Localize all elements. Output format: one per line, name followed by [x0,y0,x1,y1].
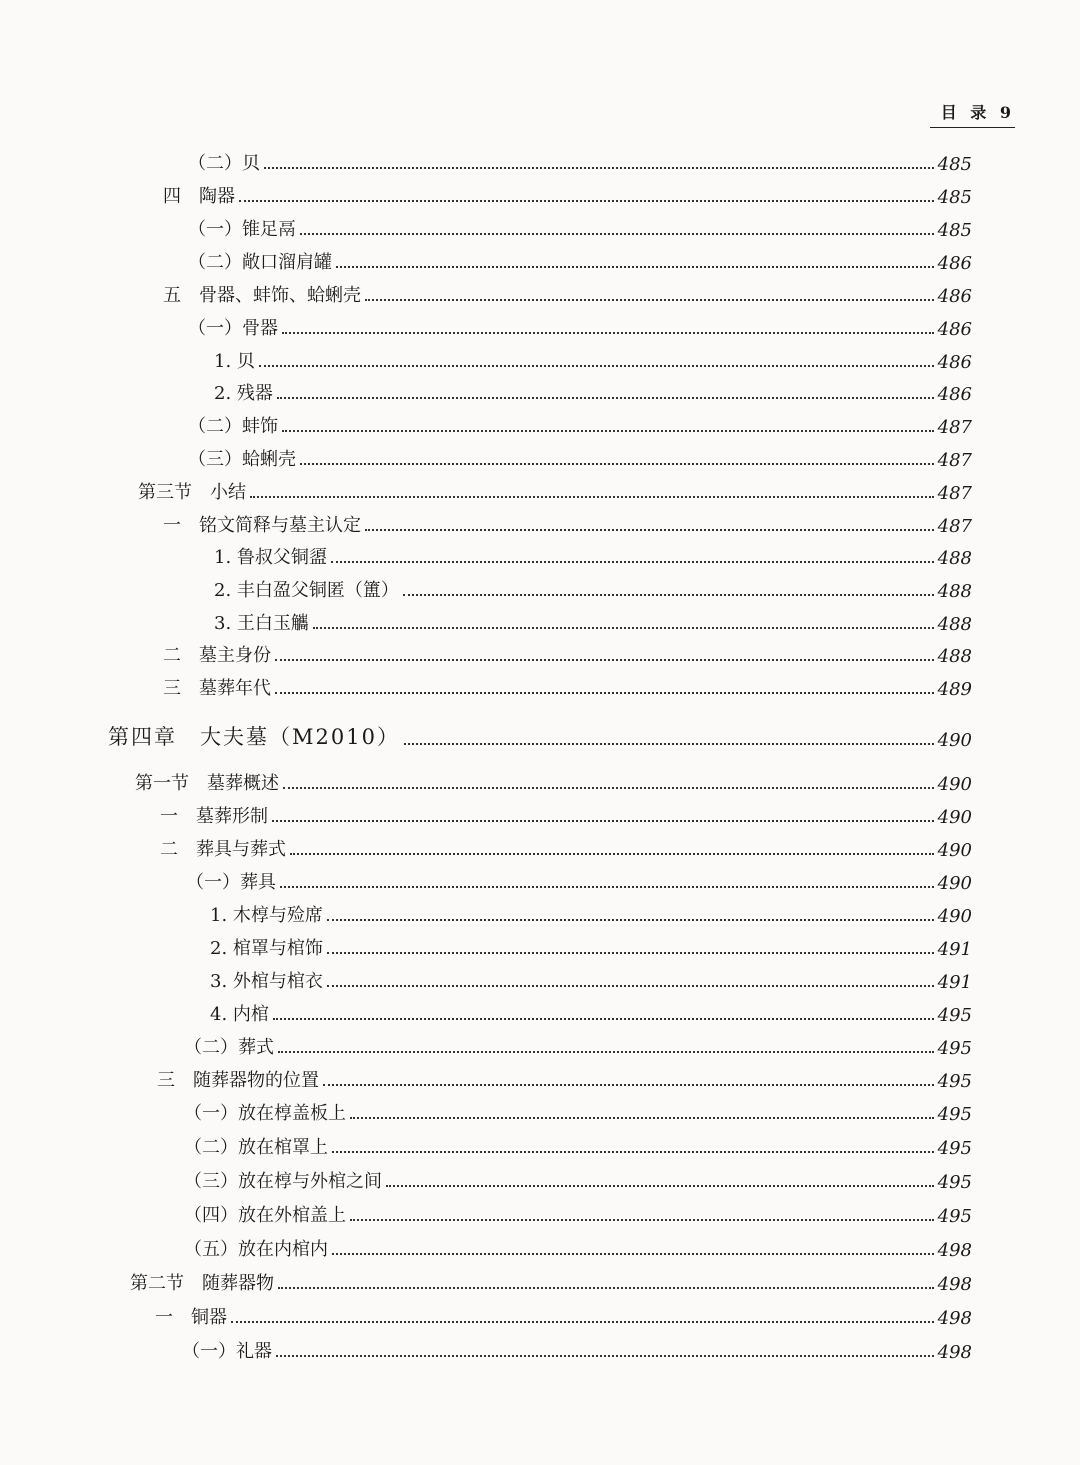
toc-entry[interactable] [188,408,972,438]
toc-entry-label: 2. 棺罩与棺饰 [210,938,323,959]
toc-entry-label: （三）蛤蜊壳 [188,449,296,470]
dot-leader [323,1084,934,1086]
toc-entry[interactable] [184,1029,972,1059]
toc-entry[interactable] [163,277,972,307]
toc-entry-page: 495 [937,1206,972,1227]
dot-leader [272,820,934,822]
running-head: 目 录 9 [930,100,1015,128]
toc-entry-page: 495 [937,1104,972,1125]
toc-entry[interactable] [210,897,972,927]
dot-leader [282,430,934,432]
dot-leader [278,1287,934,1289]
toc-entry-page: 491 [937,939,972,960]
toc-entry-label: （二）葬式 [184,1037,274,1058]
toc-entry-page: 495 [937,1005,972,1026]
toc-entry-page: 498 [937,1274,972,1295]
dot-leader [250,496,934,498]
toc-entry-page: 498 [937,1308,972,1329]
toc-entry[interactable] [184,1129,972,1159]
toc-entry-page: 498 [937,1342,972,1363]
dot-leader [386,1185,934,1187]
toc-entry[interactable] [188,211,972,241]
toc-entry-label: 四 陶器 [163,186,235,207]
dot-leader [278,1051,934,1053]
toc-entry-label: 一 铭文简释与墓主认定 [163,515,361,536]
dot-leader [300,463,934,465]
toc-entry[interactable] [184,1163,972,1193]
toc-entry[interactable] [188,310,972,340]
dot-leader [403,594,934,596]
toc-entry-label: （一）骨器 [188,318,278,339]
toc-entry[interactable] [163,178,972,208]
toc-entry-page: 495 [937,1138,972,1159]
toc-entry-label: 二 墓主身份 [163,645,271,666]
toc-entry-page: 487 [937,450,972,471]
toc-entry-page: 486 [937,286,972,307]
toc-entry-label: 第三节 小结 [138,482,246,503]
dot-leader [365,299,934,301]
toc-entry[interactable] [210,963,972,993]
toc-entry-label: 二 葬具与葬式 [160,839,286,860]
toc-entry-label: 一 铜器 [155,1307,227,1328]
toc-entry-page: 489 [937,679,972,700]
dot-leader [275,659,934,661]
toc-entry-label: （三）放在椁与外棺之间 [184,1171,382,1192]
toc-entry[interactable] [155,1299,972,1329]
toc-entry[interactable] [182,1333,972,1363]
toc-entry-label: （一）锥足鬲 [188,219,296,240]
toc-entry-page: 488 [937,614,972,635]
toc-entry-page: 488 [937,548,972,569]
toc-chapter-entry[interactable] [108,721,972,751]
toc-entry-page: 488 [937,581,972,602]
toc-entry-label: 1. 贝 [214,351,255,372]
toc-entry[interactable] [160,831,972,861]
toc-entry[interactable] [186,864,972,894]
dot-leader [327,985,934,987]
toc-entry-label: （一）放在椁盖板上 [184,1103,346,1124]
dot-leader [273,1018,934,1020]
toc-entry-label: 第二节 随葬器物 [130,1273,274,1294]
dot-leader [290,853,934,855]
toc-entry-page: 490 [937,873,972,894]
toc-entry-page: 490 [937,807,972,828]
dot-leader [282,332,934,334]
toc-entry[interactable] [130,1265,972,1295]
toc-entry-label: （二）贝 [188,153,260,174]
dot-leader [283,787,934,789]
dot-leader [332,1151,934,1153]
toc-entry-label: （四）放在外棺盖上 [184,1205,346,1226]
dot-leader [350,1117,934,1119]
dot-leader [239,200,934,202]
toc-entry-label: 第四章 大夫墓（M2010） [108,725,400,749]
toc-entry-page: 495 [937,1172,972,1193]
toc-entry-label: （一）葬具 [186,872,276,893]
toc-entry[interactable] [210,930,972,960]
toc-entry[interactable] [163,507,972,537]
toc-entry-page: 487 [937,483,972,504]
toc-entry-page: 495 [937,1071,972,1092]
toc-entry-page: 485 [937,220,972,241]
toc-entry-label: 2. 残器 [214,383,273,404]
toc-entry[interactable] [138,474,972,504]
toc-entry-label: 1. 木椁与殓席 [210,905,323,926]
dot-leader [276,1355,934,1357]
dot-leader [365,529,934,531]
toc-entry[interactable] [184,1231,972,1261]
toc-entry-label: 1. 鲁叔父铜盨 [214,547,327,568]
toc-entry-page: 485 [937,187,972,208]
dot-leader [404,743,934,745]
toc-entry-page: 490 [937,840,972,861]
dot-leader [275,692,934,694]
dot-leader [280,886,934,888]
toc-entry[interactable] [188,441,972,471]
toc-entry-page: 490 [937,906,972,927]
toc-entry-label: 三 墓葬年代 [163,678,271,699]
dot-leader [259,365,934,367]
toc-entry-label: （二）放在棺罩上 [184,1137,328,1158]
toc-entry-label: 2. 丰白盈父铜匿（簠） [214,580,399,601]
toc-entry-label: 三 随葬器物的位置 [157,1070,319,1091]
toc-entry[interactable] [214,605,972,635]
toc-entry[interactable] [210,996,972,1026]
toc-entry-page: 488 [937,646,972,667]
toc-entry[interactable] [157,1062,972,1092]
toc-entry[interactable] [135,765,972,795]
toc-entry-page: 486 [937,319,972,340]
toc-entry[interactable] [214,572,972,602]
toc-entry[interactable] [163,670,972,700]
dot-leader [313,627,934,629]
toc-entry-page: 490 [937,730,972,751]
toc-entry-page: 487 [937,516,972,537]
toc-entry[interactable] [163,637,972,667]
dot-leader [277,397,934,399]
dot-leader [332,1253,934,1255]
toc-entry-page: 486 [937,384,972,405]
toc-entry[interactable] [214,375,972,405]
toc-entry-page: 486 [937,253,972,274]
dot-leader [327,952,934,954]
dot-leader [331,561,934,563]
toc-entry-page: 487 [937,417,972,438]
dot-leader [336,266,934,268]
toc-entry[interactable] [188,145,972,175]
toc-entry-page: 498 [937,1240,972,1261]
dot-leader [264,167,934,169]
toc-entry[interactable] [214,539,972,569]
toc-entry-label: 一 墓葬形制 [160,806,268,827]
toc-entry[interactable] [214,343,972,373]
toc-entry[interactable] [160,798,972,828]
toc-entry-page: 491 [937,972,972,993]
toc-entry-label: 3. 王白玉觿 [214,613,309,634]
toc-entry-label: 4. 内棺 [210,1004,269,1025]
dot-leader [300,233,934,235]
toc-entry-page: 486 [937,352,972,373]
toc-entry-label: （二）敞口溜肩罐 [188,252,332,273]
dot-leader [350,1219,934,1221]
toc-entry-page: 490 [937,774,972,795]
toc-entry[interactable] [184,1095,972,1125]
dot-leader [327,919,934,921]
toc-entry-label: 3. 外棺与棺衣 [210,971,323,992]
toc-entry-label: 五 骨器、蚌饰、蛤蜊壳 [163,285,361,306]
toc-entry-label: 第一节 墓葬概述 [135,773,279,794]
toc-entry-page: 485 [937,154,972,175]
toc-entry-label: （一）礼器 [182,1341,272,1362]
toc-entry[interactable] [188,244,972,274]
dot-leader [231,1321,934,1323]
toc-entry-page: 495 [937,1038,972,1059]
toc-entry-label: （五）放在内棺内 [184,1239,328,1260]
toc-entry-label: （二）蚌饰 [188,416,278,437]
toc-entry[interactable] [184,1197,972,1227]
